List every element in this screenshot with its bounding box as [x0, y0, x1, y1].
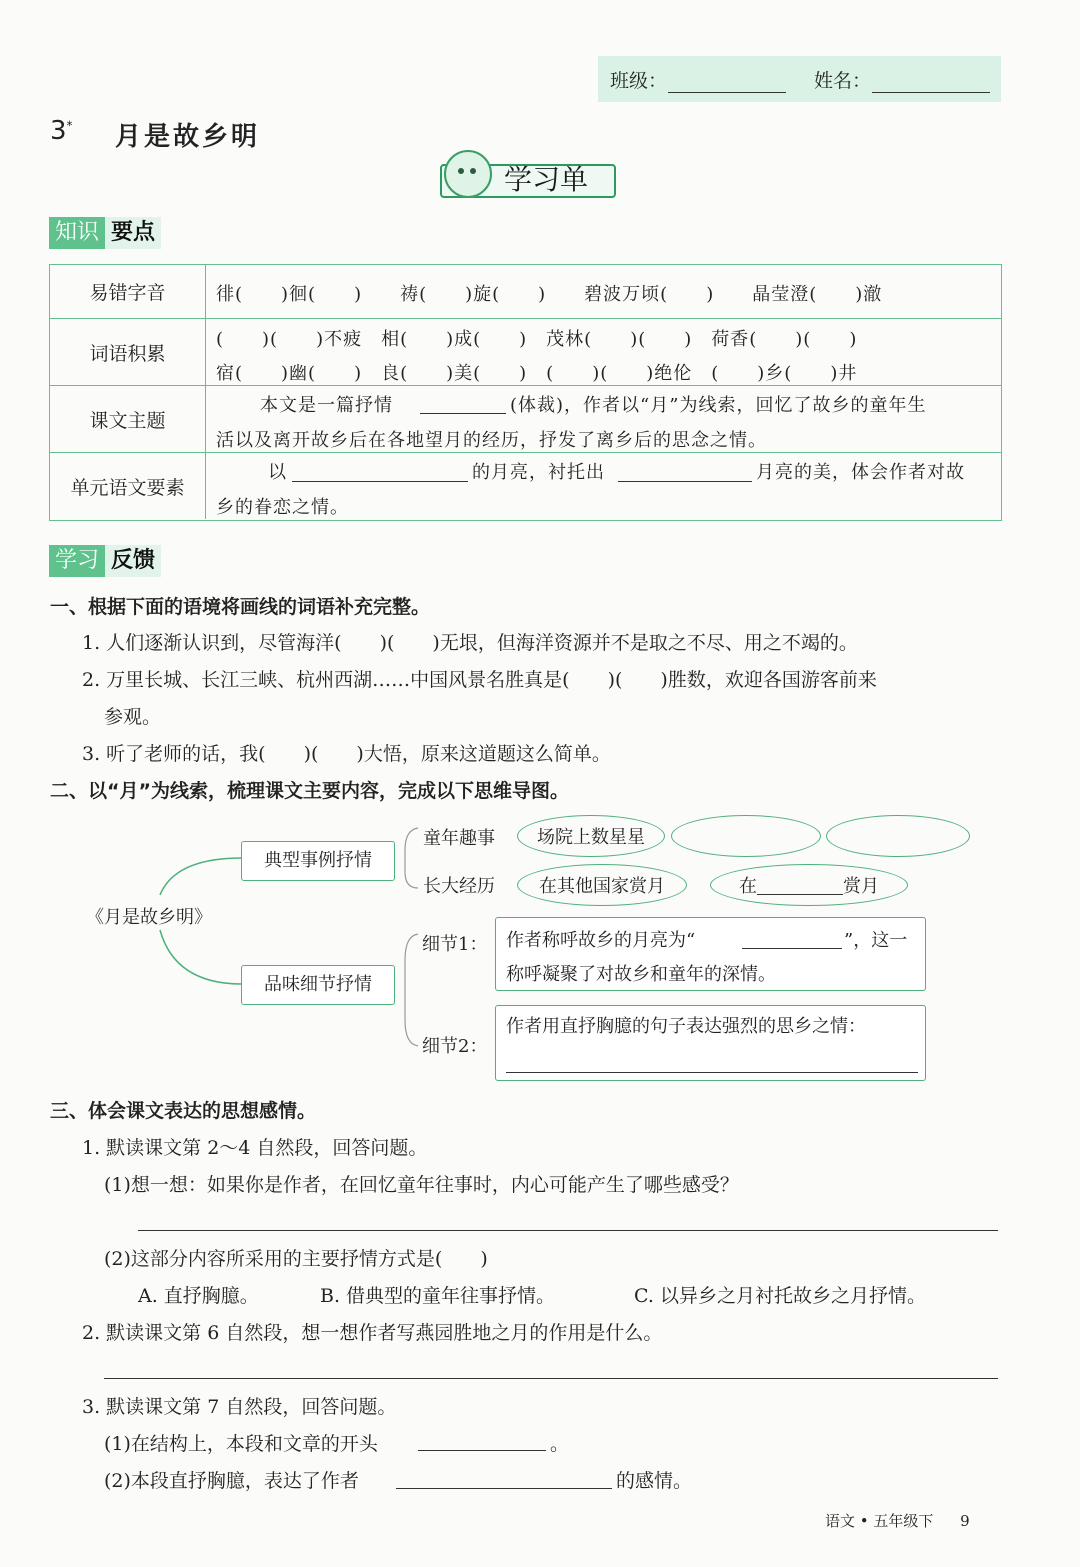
q1-item[interactable]: 3. 听了老师的话，我( )( )大悟，原来这道题这么简单。	[82, 743, 611, 765]
class-label: 班级：	[610, 70, 668, 92]
q3-sub: 2. 默读课文第 6 自然段，想一想作者写燕园胜地之月的作用是什么。	[82, 1322, 663, 1344]
lesson-title: 月是故乡明	[115, 122, 261, 152]
answer-line[interactable]	[138, 1230, 998, 1231]
option-b[interactable]: B. 借典型的童年往事抒情。	[320, 1285, 556, 1307]
q3-sub: (2)这部分内容所采用的主要抒情方式是( )	[104, 1248, 488, 1270]
q1-item[interactable]: 1. 人们逐渐认识到，尽管海洋( )( )无垠，但海洋资源并不是取之不尽、用之不竭的。	[82, 632, 858, 654]
mindmap-oval: 场院上数星星	[517, 815, 665, 857]
row-content: 月亮的美，体会作者对故	[756, 462, 965, 483]
mindmap-branch-1: 典型事例抒情	[241, 841, 395, 881]
moon-name-blank[interactable]	[742, 948, 842, 949]
option-a[interactable]: A. 直抒胸臆。	[138, 1285, 259, 1307]
row-content: 活以及离开故乡后在各地望月的经历，抒发了离乡后的思念之情。	[216, 430, 767, 451]
mindmap-sub-childhood: 童年趣事	[423, 828, 495, 849]
punctuation: 的感情。	[616, 1470, 693, 1492]
row-head: 课文主题	[50, 386, 206, 452]
mindmap-detail1-label: 细节1：	[422, 934, 488, 955]
row-content[interactable]: 徘( )徊( ) 祷( )旋( ) 碧波万顷( ) 晶莹澄( )澈	[216, 284, 883, 305]
row-head: 单元语文要素	[50, 453, 206, 519]
punctuation: 。	[550, 1433, 570, 1455]
section-tag-feedback: 学习 反馈	[49, 545, 161, 577]
q3-sub: (1)在结构上，本段和文章的开头	[104, 1433, 378, 1455]
q1-item: 参观。	[104, 706, 162, 728]
row-content: 乡的眷恋之情。	[216, 497, 349, 518]
mindmap-root: 《月是故乡明》	[86, 907, 212, 928]
row-head: 易错字音	[50, 265, 206, 318]
q2-heading: 二、以“月”为线索，梳理课文主要内容，完成以下思维导图。	[50, 780, 569, 802]
q3-sub: (1)想一想：如果你是作者，在回忆童年往事时，内心可能产生了哪些感受？	[104, 1174, 739, 1196]
q1-item[interactable]: 2. 万里长城、长江三峡、杭州西湖……中国风景名胜真是( )( )胜数，欢迎各国游客前来	[82, 669, 877, 691]
row-content: 以	[268, 462, 287, 483]
mindmap-branch-2: 品味细节抒情	[241, 965, 395, 1005]
q3-sub: (2)本段直抒胸臆，表达了作者	[104, 1470, 359, 1492]
row-content[interactable]: ( )( )不疲 相( )成( ) 茂林( )( ) 荷香( )( )	[216, 329, 858, 350]
row-content: 的月亮，衬托出	[472, 462, 605, 483]
sentence-blank[interactable]	[506, 1072, 918, 1073]
mindmap-oval-fill[interactable]: 在 赏月	[710, 864, 908, 906]
mindmap-detail2-box: 作者用直抒胸臆的句子表达强烈的思乡之情：	[495, 1005, 926, 1081]
answer-blank[interactable]	[396, 1488, 612, 1489]
footer-text: 语文 • 五年级下	[825, 1512, 934, 1530]
banner-title: 学习单	[504, 163, 589, 196]
mindmap-oval-blank[interactable]	[671, 815, 821, 857]
mindmap-oval: 在其他国家赏月	[517, 864, 687, 906]
lesson-number: 3*	[50, 116, 73, 146]
q3-sub: 1. 默读课文第 2～4 自然段，回答问题。	[82, 1137, 428, 1159]
mindmap-oval-blank[interactable]	[826, 815, 970, 857]
mindmap-sub-growing-up: 长大经历	[423, 876, 495, 897]
q3-heading: 三、体会课文表达的思想感情。	[50, 1100, 317, 1122]
row-content: 本文是一篇抒情	[260, 395, 393, 416]
mindmap-detail1-box: 作者称呼故乡的月亮为“ ”，这一 称呼凝聚了对故乡和童年的深情。	[495, 917, 926, 991]
row-content[interactable]: 宿( )幽( ) 良( )美( ) ( )( )绝伦 ( )乡( )井	[216, 363, 858, 384]
row-head: 词语积累	[50, 319, 206, 385]
mindmap-detail2-label: 细节2：	[422, 1036, 488, 1057]
row-content: (体裁)，作者以“月”为线索，回忆了故乡的童年生	[510, 395, 927, 416]
q3-sub: 3. 默读课文第 7 自然段，回答问题。	[82, 1396, 397, 1418]
page-number: 9	[960, 1512, 970, 1530]
section-tag-knowledge: 知识 要点	[49, 217, 161, 249]
name-label: 姓名：	[814, 70, 872, 92]
q1-heading: 一、根据下面的语境将画线的词语补充完整。	[50, 596, 431, 618]
page-footer	[825, 1510, 970, 1531]
answer-blank[interactable]	[418, 1450, 546, 1451]
option-c[interactable]: C. 以异乡之月衬托故乡之月抒情。	[634, 1285, 926, 1307]
answer-line[interactable]	[104, 1378, 998, 1379]
